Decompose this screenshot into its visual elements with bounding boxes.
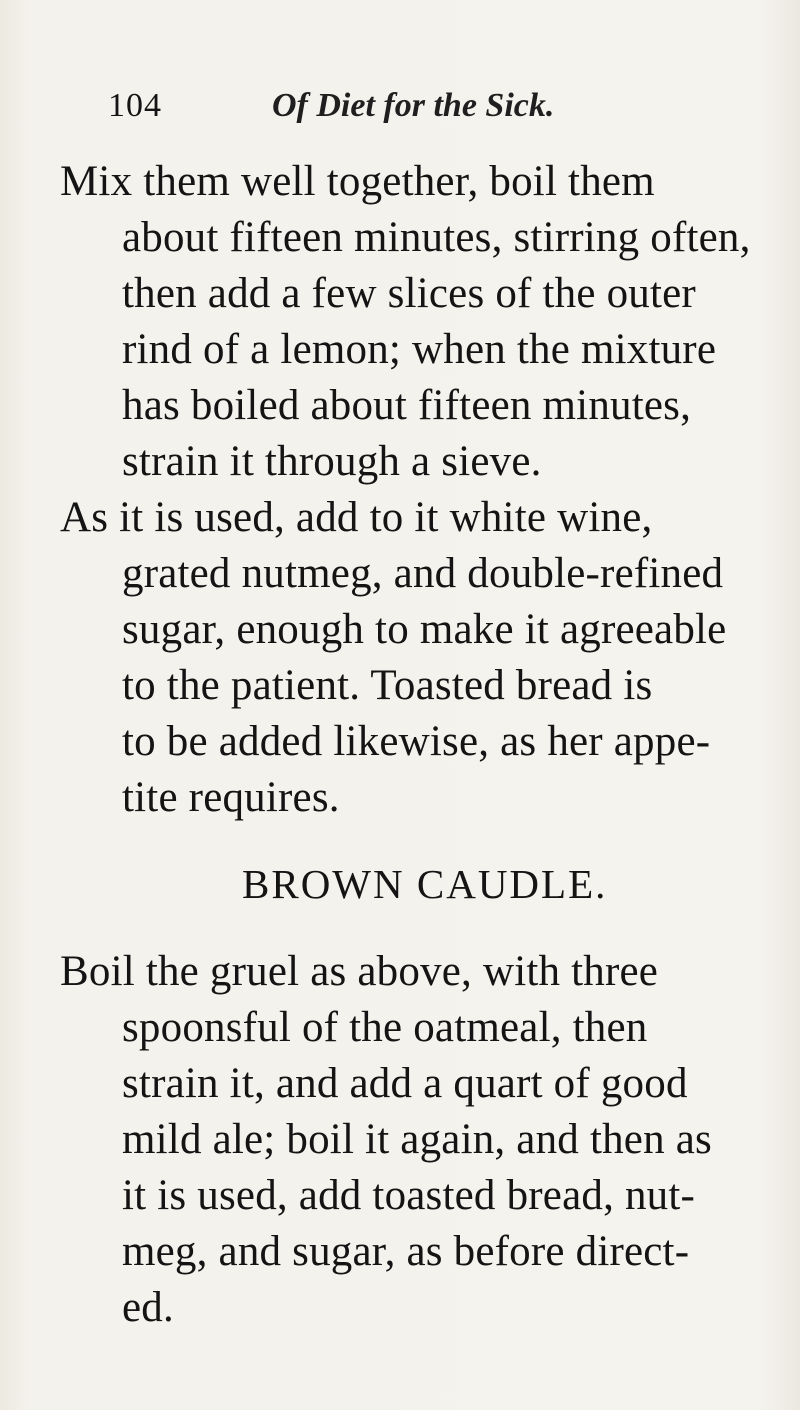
page-header — [108, 86, 708, 126]
text-line: ed. — [122, 1284, 174, 1331]
text-line: Boil the gruel as above, with three — [60, 948, 659, 995]
running-head: Of Diet for the Sick. — [272, 87, 555, 124]
section-heading: BROWN CAUDLE. — [242, 861, 608, 907]
body-text — [60, 154, 780, 1336]
text-line: has boiled about fifteen minutes, — [122, 382, 692, 429]
text-line: rind of a lemon; when the mixture — [122, 326, 717, 373]
text-line: to the patient. Toasted bread is — [122, 662, 653, 709]
text-line: sugar, enough to make it agreeable — [122, 606, 727, 653]
text-line: mild ale; boil it again, and then as — [122, 1116, 712, 1163]
paragraph-serving — [60, 490, 780, 826]
text-line: about fifteen minutes, stirring often, — [122, 214, 751, 261]
page-number: 104 — [108, 87, 162, 124]
paragraph-mixing — [60, 154, 780, 490]
text-line: it is used, add toasted bread, nut- — [122, 1172, 696, 1219]
text-line: Mix them well together, boil them — [60, 158, 655, 205]
text-line: strain it through a sieve. — [122, 438, 542, 485]
paragraph-brown-caudle — [60, 944, 780, 1336]
text-line: to be added likewise, as her appe- — [122, 718, 711, 765]
text-line: spoonsful of the oatmeal, then — [122, 1004, 648, 1051]
text-line: grated nutmeg, and double-refined — [122, 550, 724, 597]
text-line: meg, and sugar, as before direct- — [122, 1228, 690, 1275]
text-line: strain it, and add a quart of good — [122, 1060, 688, 1107]
text-line: tite requires. — [122, 774, 340, 821]
text-line: then add a few slices of the outer — [122, 270, 696, 317]
text-line: As it is used, add to it white wine, — [60, 494, 653, 541]
